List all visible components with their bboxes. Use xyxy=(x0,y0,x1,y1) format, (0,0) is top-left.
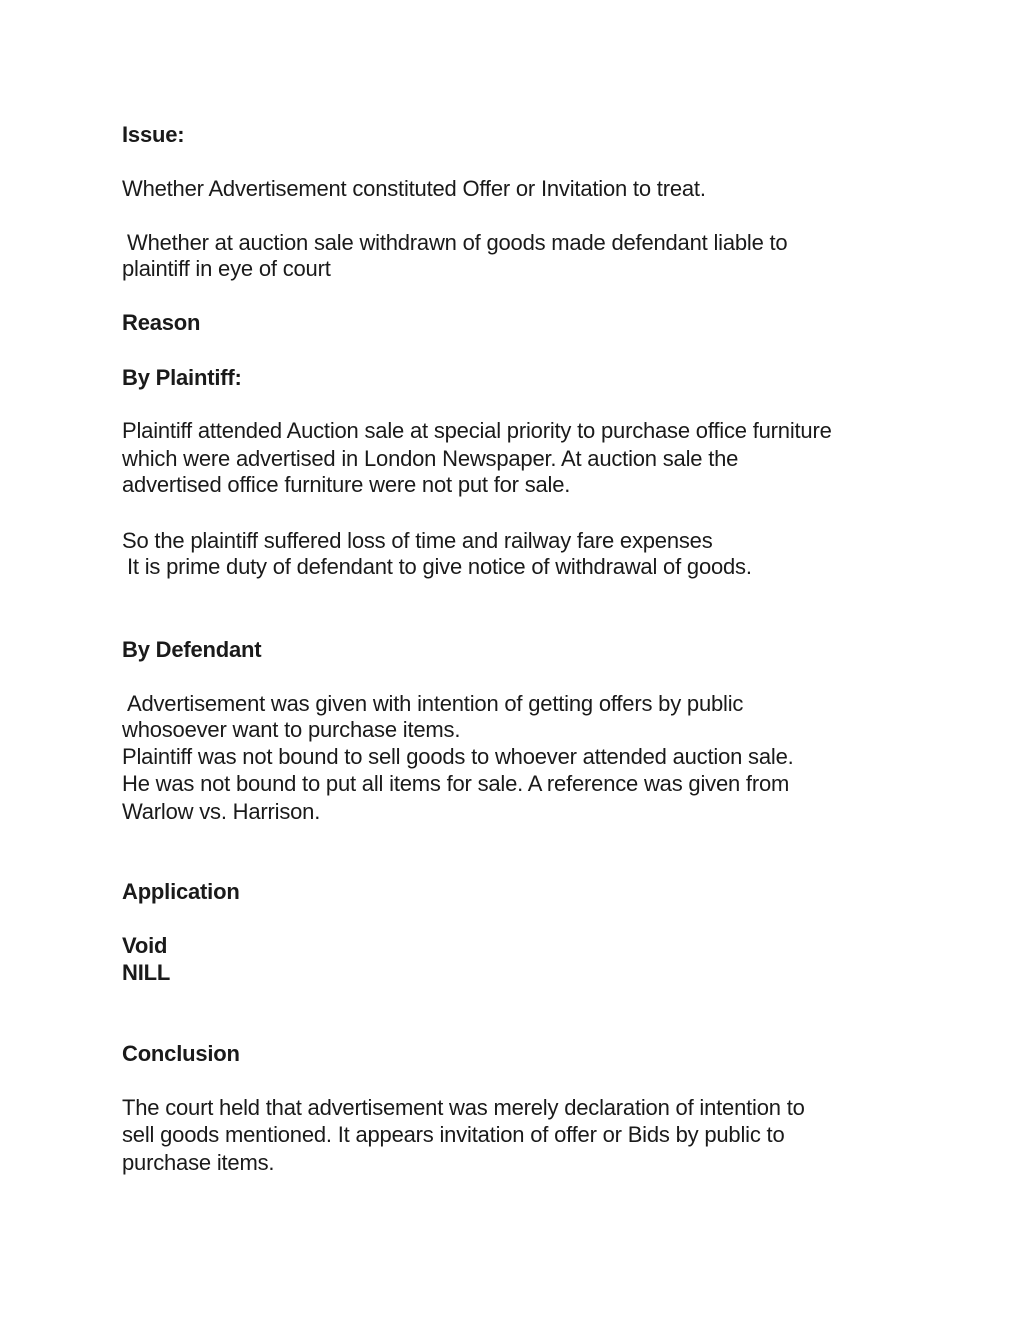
defendant-line-2: whosoever want to purchase items. xyxy=(122,717,461,742)
plaintiff-p1-line-3: advertised office furniture were not put for sale. xyxy=(122,472,571,497)
conclusion-line-1: The court held that advertisement was merely declaration of intention to xyxy=(122,1095,805,1120)
application-nill: NILL xyxy=(122,960,171,985)
defendant-heading: By Defendant xyxy=(122,637,262,662)
plaintiff-heading: By Plaintiff: xyxy=(122,365,242,390)
conclusion-line-3: purchase items. xyxy=(122,1150,275,1175)
defendant-line-5: Warlow vs. Harrison. xyxy=(122,799,321,824)
reason-heading: Reason xyxy=(122,310,201,335)
application-heading: Application xyxy=(122,879,240,904)
issue-line-2b: plaintiff in eye of court xyxy=(122,256,331,281)
issue-line-2a: Whether at auction sale withdrawn of goods made defendant liable to xyxy=(127,230,788,255)
plaintiff-p1-line-2: which were advertised in London Newspaper. At auction sale the xyxy=(122,446,739,471)
defendant-line-3: Plaintiff was not bound to sell goods to whoever attended auction sale. xyxy=(122,744,794,769)
conclusion-line-2: sell goods mentioned. It appears invitation of offer or Bids by public to xyxy=(122,1122,785,1147)
defendant-line-1: Advertisement was given with intention of getting offers by public xyxy=(127,691,744,716)
plaintiff-p2-line-2: It is prime duty of defendant to give notice of withdrawal of goods. xyxy=(127,554,752,579)
plaintiff-p2-line-1: So the plaintiff suffered loss of time and railway fare expenses xyxy=(122,528,713,553)
conclusion-heading: Conclusion xyxy=(122,1041,240,1066)
issue-heading: Issue: xyxy=(122,122,185,147)
defendant-line-4: He was not bound to put all items for sale. A reference was given from xyxy=(122,771,790,796)
plaintiff-p1-line-1: Plaintiff attended Auction sale at special priority to purchase office furniture xyxy=(122,418,832,443)
application-void: Void xyxy=(122,933,168,958)
issue-line-1: Whether Advertisement constituted Offer or Invitation to treat. xyxy=(122,176,706,201)
